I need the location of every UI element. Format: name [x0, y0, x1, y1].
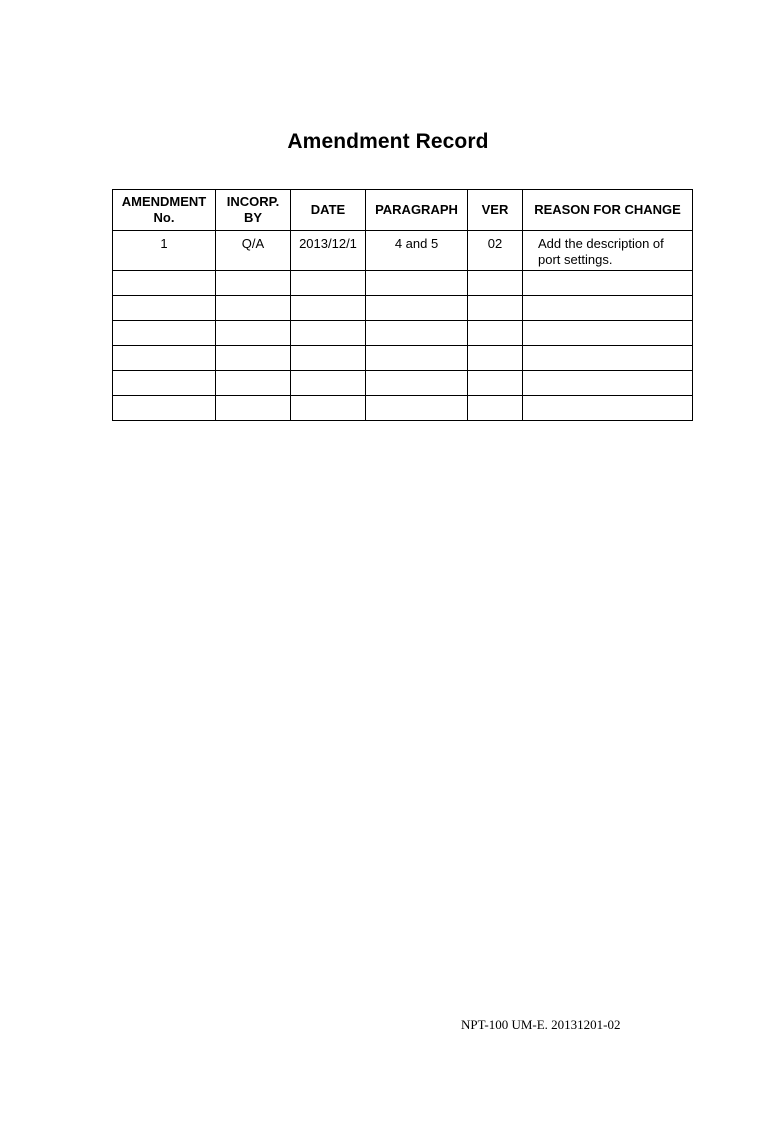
reason-line1: Add the description of — [538, 236, 664, 251]
page-title: Amendment Record — [287, 130, 489, 153]
empty-cell — [468, 271, 523, 296]
empty-cell — [468, 371, 523, 396]
cell-incorp-by: Q/A — [216, 231, 291, 271]
cell-amendment-no: 1 — [113, 231, 216, 271]
empty-cell — [366, 346, 468, 371]
header-paragraph — [366, 190, 468, 231]
header-paragraph-label: PARAGRAPH — [375, 202, 458, 217]
empty-cell — [113, 321, 216, 346]
empty-cell — [523, 296, 693, 321]
empty-cell — [468, 396, 523, 421]
cell-reason-for-change — [523, 231, 693, 271]
empty-cell — [366, 321, 468, 346]
table-header-row — [113, 190, 693, 231]
empty-cell — [291, 296, 366, 321]
reason-line2: port settings. — [538, 252, 613, 267]
empty-cell — [216, 371, 291, 396]
header-ver — [468, 190, 523, 231]
header-ver-label: VER — [481, 202, 509, 217]
empty-cell — [468, 296, 523, 321]
empty-table-row — [113, 346, 693, 371]
empty-cell — [291, 396, 366, 421]
cell-date: 2013/12/1 — [291, 231, 366, 271]
cell-paragraph: 4 and 5 — [366, 231, 468, 271]
header-amendment-no-line2: No. — [153, 210, 175, 225]
header-incorp-by — [216, 190, 291, 231]
amendment-record-table — [112, 189, 693, 421]
header-date-label: DATE — [310, 202, 346, 217]
header-amendment-no-line1: AMENDMENT — [121, 194, 207, 209]
empty-cell — [523, 396, 693, 421]
empty-cell — [366, 296, 468, 321]
header-date — [291, 190, 366, 231]
header-incorp-by-line1: INCORP. — [226, 194, 280, 209]
empty-cell — [216, 321, 291, 346]
header-incorp-by-line2: BY — [243, 210, 263, 225]
empty-cell — [291, 346, 366, 371]
table-row — [113, 231, 693, 271]
empty-cell — [216, 296, 291, 321]
empty-table-row — [113, 271, 693, 296]
empty-table-row — [113, 371, 693, 396]
empty-cell — [291, 371, 366, 396]
empty-cell — [113, 396, 216, 421]
empty-cell — [468, 346, 523, 371]
empty-cell — [291, 321, 366, 346]
empty-cell — [523, 346, 693, 371]
header-reason-label: REASON FOR CHANGE — [534, 202, 681, 217]
empty-cell — [216, 346, 291, 371]
empty-cell — [523, 321, 693, 346]
empty-cell — [216, 271, 291, 296]
empty-table-row — [113, 396, 693, 421]
empty-cell — [291, 271, 366, 296]
empty-cell — [366, 271, 468, 296]
empty-cell — [216, 396, 291, 421]
empty-cell — [468, 321, 523, 346]
header-reason-for-change — [523, 190, 693, 231]
empty-cell — [113, 371, 216, 396]
cell-ver: 02 — [468, 231, 523, 271]
empty-table-row — [113, 296, 693, 321]
empty-cell — [366, 396, 468, 421]
empty-cell — [113, 296, 216, 321]
empty-cell — [113, 271, 216, 296]
empty-cell — [523, 371, 693, 396]
empty-cell — [523, 271, 693, 296]
document-footer-code: NPT-100 UM-E. 20131201-02 — [461, 1017, 621, 1032]
empty-table-row — [113, 321, 693, 346]
empty-cell — [366, 371, 468, 396]
header-amendment-no — [113, 190, 216, 231]
empty-cell — [113, 346, 216, 371]
